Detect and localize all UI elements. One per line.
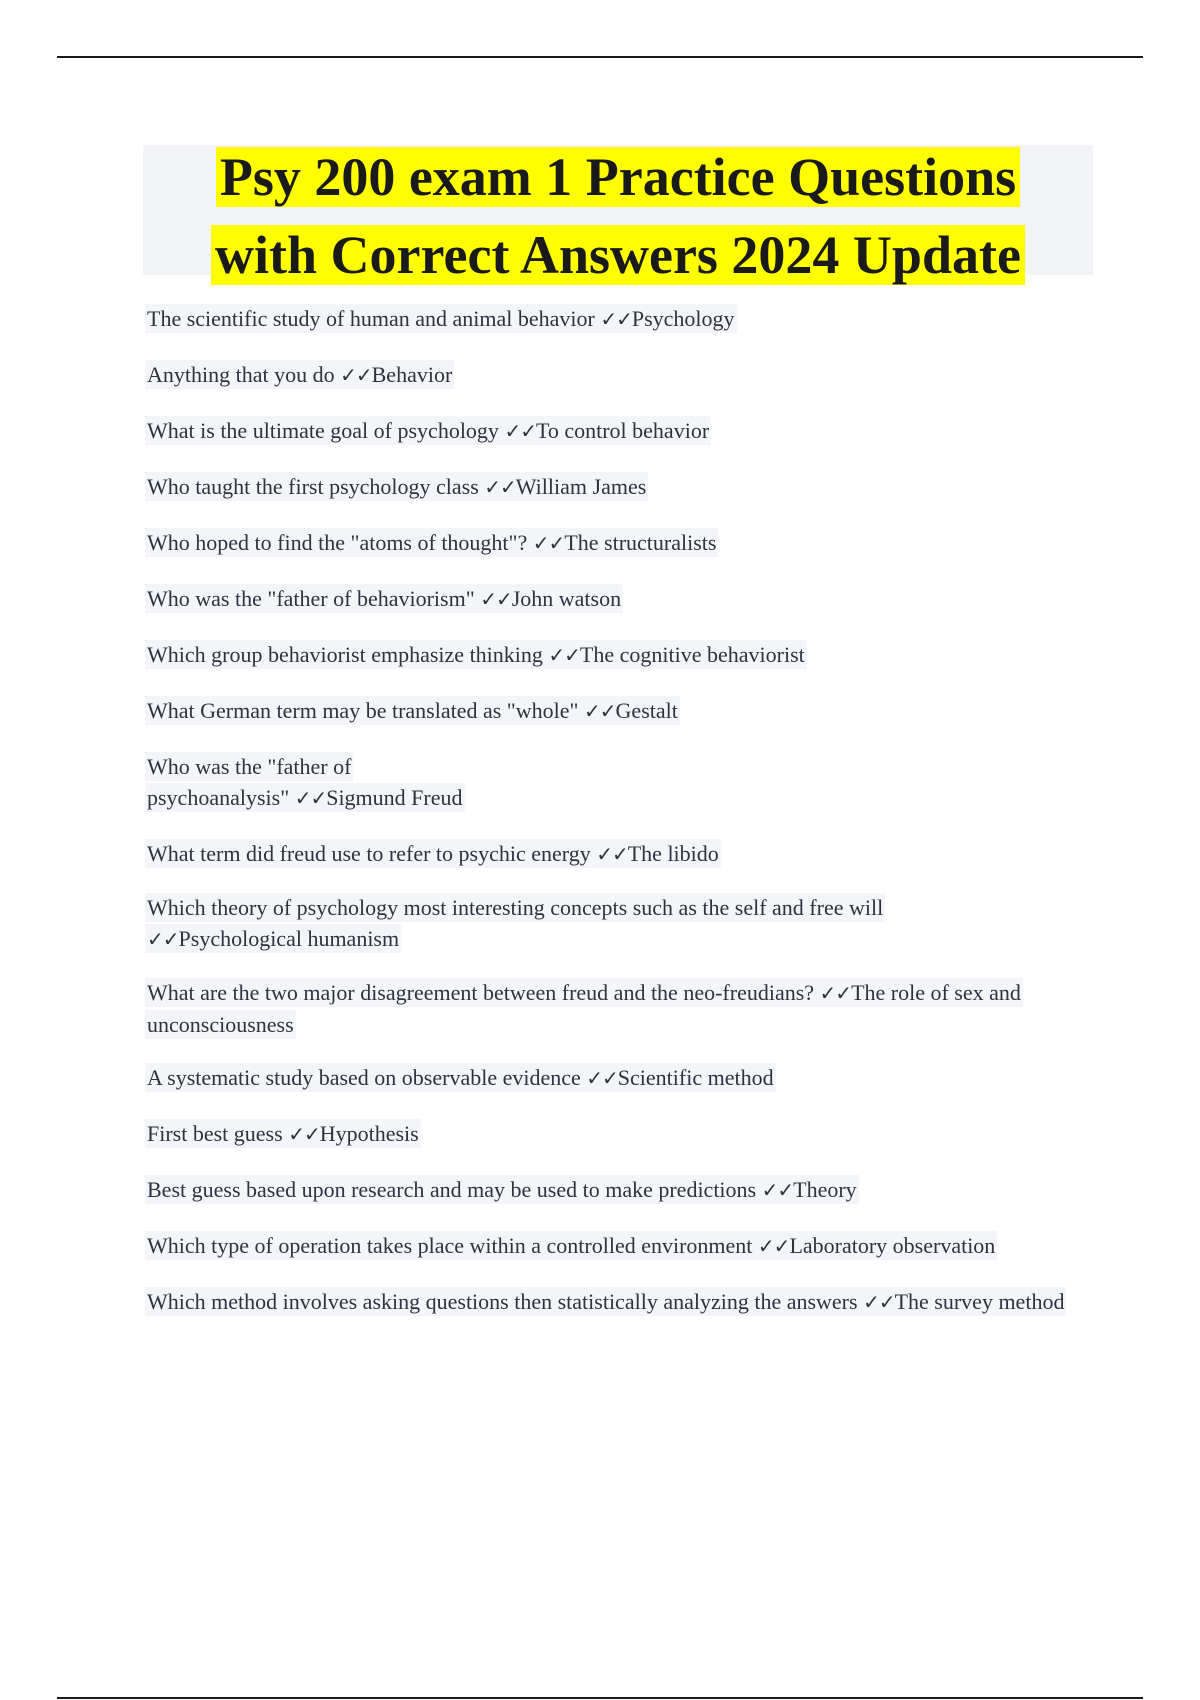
double-check-icon: ✓✓ (294, 786, 327, 810)
qa-item (145, 751, 485, 814)
answer-text: Gestalt (615, 698, 678, 723)
title-line-2: with Correct Answers 2024 Update (215, 225, 1021, 285)
answer-text: Psychology (631, 306, 735, 331)
double-check-icon: ✓✓ (757, 1234, 790, 1258)
qa-item (145, 695, 1085, 727)
question-text: First best guess (147, 1121, 289, 1146)
question-text: Best guess based upon research and may be used to make predictions (147, 1177, 762, 1202)
qa-item (145, 471, 1085, 503)
question-text: Which theory of psychology most interesting concepts such as the self and free will (147, 895, 884, 920)
question-text: Who hoped to find the "atoms of thought"? (147, 530, 533, 555)
qa-item (145, 892, 1005, 955)
answer-text: The structuralists (564, 530, 717, 555)
answer-text: To control behavior (535, 418, 710, 443)
qa-line (145, 528, 718, 557)
question-text: Which type of operation takes place within a controlled environment (147, 1233, 758, 1258)
double-check-icon: ✓✓ (504, 419, 536, 443)
double-check-icon: ✓✓ (288, 1122, 320, 1146)
qa-line (145, 696, 680, 725)
qa-item (145, 527, 1085, 559)
qa-line (145, 640, 807, 669)
double-check-icon: ✓✓ (480, 587, 512, 611)
question-text: Which group behaviorist emphasize thinking (147, 642, 549, 667)
answer-text: Sigmund Freud (326, 785, 463, 810)
double-check-icon: ✓✓ (596, 842, 628, 866)
answer-text: The cognitive behaviorist (579, 642, 805, 667)
qa-item (145, 359, 1085, 391)
answer-text: John watson (511, 586, 622, 611)
qa-item (145, 415, 1085, 447)
question-text: Who was the "father of psychoanalysis" (147, 754, 352, 810)
title-line-1: Psy 200 exam 1 Practice Questions (219, 147, 1017, 207)
double-check-icon: ✓✓ (584, 699, 616, 723)
double-check-icon: ✓✓ (484, 475, 516, 499)
qa-item (145, 1286, 1085, 1318)
answer-text: Psychological humanism (178, 926, 400, 951)
qa-line (145, 472, 648, 501)
qa-line (145, 304, 737, 333)
answer-text: The role of sex and unconsciousness (147, 980, 1021, 1037)
question-text: Who was the "father of behaviorism" (147, 586, 481, 611)
document-title (211, 147, 1025, 285)
double-check-icon: ✓✓ (761, 1178, 794, 1202)
answer-text: Laboratory observation (789, 1233, 996, 1258)
qa-line (145, 839, 721, 868)
qa-item (145, 977, 1065, 1040)
top-rule (57, 56, 1143, 58)
qa-item (145, 1174, 1085, 1206)
qa-item (145, 639, 1085, 671)
qa-line (145, 893, 885, 953)
double-check-icon: ✓✓ (586, 1066, 618, 1090)
question-text: The scientific study of human and animal behavior (147, 306, 601, 331)
qa-item (145, 583, 1085, 615)
answer-text: Scientific method (617, 1065, 774, 1090)
qa-line (145, 978, 1023, 1039)
answer-text: Theory (793, 1177, 857, 1202)
answer-text: Hypothesis (319, 1121, 419, 1146)
question-text: What are the two major disagreement between freud and the neo-freudians? (147, 980, 820, 1005)
qa-line (145, 360, 454, 389)
double-check-icon: ✓✓ (819, 981, 852, 1005)
question-text: What is the ultimate goal of psychology (147, 418, 505, 443)
qa-line (145, 416, 711, 445)
question-text: Which method involves asking questions then statistically analyzing the answers (147, 1289, 864, 1314)
qa-line (145, 1175, 859, 1204)
answer-text: Behavior (371, 362, 453, 387)
answer-text: William James (515, 474, 647, 499)
question-text: What term did freud use to refer to psychic energy (147, 841, 597, 866)
qa-line (145, 584, 623, 613)
double-check-icon: ✓✓ (600, 307, 632, 331)
qa-item (145, 1118, 1085, 1150)
qa-line (145, 1119, 421, 1148)
qa-item (145, 303, 1085, 335)
qa-line (145, 752, 465, 812)
question-text: Anything that you do (147, 362, 341, 387)
double-check-icon: ✓✓ (548, 643, 580, 667)
qa-line (145, 1287, 1066, 1316)
double-check-icon: ✓✓ (340, 363, 372, 387)
answer-text: The libido (627, 841, 719, 866)
question-text: What German term may be translated as "whole" (147, 698, 585, 723)
qa-item (145, 1062, 1085, 1094)
qa-item (145, 838, 1085, 870)
qa-item (145, 1230, 1085, 1262)
question-text: Who taught the first psychology class (147, 474, 485, 499)
title-block (143, 145, 1093, 285)
double-check-icon: ✓✓ (532, 531, 565, 555)
answer-text: The survey method (894, 1289, 1065, 1314)
double-check-icon: ✓✓ (147, 927, 179, 951)
bottom-rule (57, 1697, 1143, 1699)
qa-line (145, 1063, 776, 1092)
question-text: A systematic study based on observable evidence (147, 1065, 587, 1090)
question-answer-list (145, 303, 1085, 1342)
double-check-icon: ✓✓ (863, 1290, 895, 1314)
qa-line (145, 1231, 997, 1260)
